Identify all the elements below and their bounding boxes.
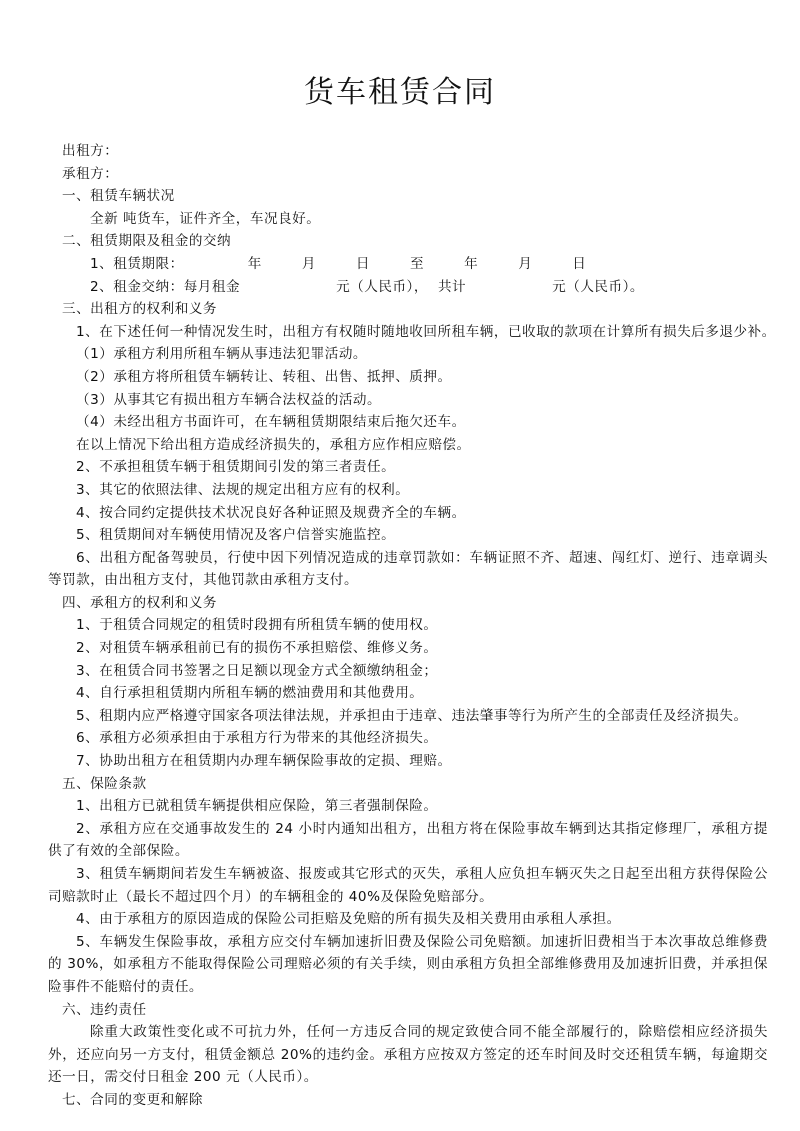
section-3-item-1: 1、在下述任何一种情况发生时，出租方有权随时随地收回所租车辆，已收取的款项在计算所有损失后多退少补。 bbox=[76, 323, 776, 340]
section-4-item-3: 3、在租赁合同书签署之日足额以现金方式全额缴纳租金； bbox=[76, 662, 438, 679]
lease-term-label: 1、租赁期限： bbox=[90, 255, 184, 272]
section-4-item-5: 5、租期内应严格遵守国家各项法律法规，并承担由于违章、违法肇事等行为所产生的全部责任及经济损失。 bbox=[76, 707, 748, 724]
end-day: 日 bbox=[572, 255, 587, 272]
term-to: 至 bbox=[410, 255, 425, 272]
lessee-field: 承租方： bbox=[62, 165, 119, 182]
section-3-item-5: 5、租赁期间对车辆使用情况及客户信誉实施监控。 bbox=[76, 527, 396, 544]
rent-total-label: 共计 bbox=[437, 278, 467, 295]
section-6-text: 除重大政策性变化或不可抗力外，任何一方违反合同的规定致使合同不能全部履行的，除赔偿相应经济损失外，还应向另一方支付，租赁金额总 20%的违约金。承租方应按双方签定的还车时间及时交还租赁车辆，每逾期交还一日，需交付日租金 200 元（人民币）。 bbox=[48, 1024, 768, 1086]
section-6-heading: 六、违约责任 bbox=[62, 1001, 147, 1018]
section-4-heading: 四、承租方的权利和义务 bbox=[62, 594, 218, 611]
section-3-heading: 三、出租方的权利和义务 bbox=[62, 301, 218, 318]
section-5-item-2: 2、承租方应在交通事故发生的 24 小时内通知出租方，出租方将在保险事故车辆到达其指定修理厂，承租方提供了有效的全部保险。 bbox=[48, 820, 768, 860]
lease-term-line bbox=[62, 253, 768, 276]
section-4-item-4: 4、自行承担租赁期内所租车辆的燃油费用和其他费用。 bbox=[76, 685, 424, 702]
end-month: 月 bbox=[518, 255, 533, 272]
section-3-item-3: 3、其它的依照法律、法规的规定出租方应有的权利。 bbox=[76, 481, 410, 498]
page-title: 货车租赁合同 bbox=[304, 75, 496, 110]
section-1-heading: 一、租赁车辆状况 bbox=[62, 188, 175, 205]
section-4-item-7: 7、协助出租方在租赁期内办理车辆保险事故的定损、理赔。 bbox=[76, 753, 452, 770]
section-4-item-1: 1、于租赁合同规定的租赁时段拥有所租赁车辆的使用权。 bbox=[76, 617, 438, 634]
section-5-item-3: 3、租赁车辆期间若发生车辆被盗、报废或其它形式的灭失，承租人应负担车辆灭失之日起至出租方获得保险公司赔款时止（最长不超过四个月）的车辆租金的 40%及保险免赔部分。 bbox=[48, 866, 768, 905]
section-5-item-5: 5、车辆发生保险事故，承租方应交付车辆加速折旧费及保险公司免赔额。加速折旧费相当于本次事故总维修费的 30%，如承租方不能取得保险公司理赔必须的有关手续，则由承租方负担全部维修费用及加速折旧费，并承担保险事件不能赔付的责任。 bbox=[48, 933, 768, 995]
rent-payment-line bbox=[62, 276, 768, 299]
start-year: 年 bbox=[247, 255, 262, 272]
rent-unit-2: 元（人民币）。 bbox=[552, 278, 644, 295]
rent-label: 2、租金交纳：每月租金 bbox=[90, 278, 241, 295]
section-5-item-4: 4、由于承租方的原因造成的保险公司拒赔及免赔的所有损失及相关费用由承租人承担。 bbox=[76, 911, 621, 928]
lessor-field: 出租方： bbox=[62, 143, 119, 159]
start-month: 月 bbox=[301, 255, 316, 272]
section-5-heading: 五、保险条款 bbox=[62, 775, 147, 792]
section-2-heading: 二、租赁期限及租金的交纳 bbox=[62, 233, 232, 250]
section-7-heading: 七、合同的变更和解除 bbox=[62, 1091, 203, 1108]
section-4-item-6: 6、承租方必须承担由于承租方行为带来的其他经济损失。 bbox=[76, 730, 438, 747]
section-3-item-6: 6、出租方配备驾驶员，行使中因下列情况造成的违章罚款如：车辆证照不齐、超速、闯红灯、逆行、违章调头等罚款，由出租方支付，其他罚款由承租方支付。 bbox=[48, 549, 768, 589]
section-5-item-1: 1、出租方已就租赁车辆提供相应保险，第三者强制保险。 bbox=[76, 798, 438, 815]
section-3-item-2: 2、不承担租赁车辆于租赁期间引发的第三者责任。 bbox=[76, 459, 396, 476]
section-3-sub-4: （4）未经出租方书面许可，在车辆租赁期限结束后拖欠还车。 bbox=[76, 414, 466, 431]
section-3-item-4: 4、按合同约定提供技术状况良好各种证照及规费齐全的车辆。 bbox=[76, 504, 466, 521]
section-3-note: 在以上情况下给出租方造成经济损失的，承租方应作相应赔偿。 bbox=[76, 436, 471, 453]
section-3-sub-2: （2）承租方将所租赁车辆转让、转租、出售、抵押、质押。 bbox=[76, 368, 452, 385]
section-3-sub-1: （1）承租方利用所租车辆从事违法犯罪活动。 bbox=[76, 346, 368, 363]
end-year: 年 bbox=[464, 255, 479, 272]
rent-unit-1: 元（人民币）， bbox=[336, 278, 428, 295]
start-day: 日 bbox=[355, 255, 370, 272]
contract-body bbox=[48, 140, 776, 1112]
section-4-item-2: 2、对租赁车辆承租前已有的损伤不承担赔偿、维修义务。 bbox=[76, 640, 438, 657]
section-1-text: 全新 吨货车，证件齐全，车况良好。 bbox=[90, 210, 321, 227]
section-3-sub-3: （3）从事其它有损出租方车辆合法权益的活动。 bbox=[76, 391, 382, 408]
